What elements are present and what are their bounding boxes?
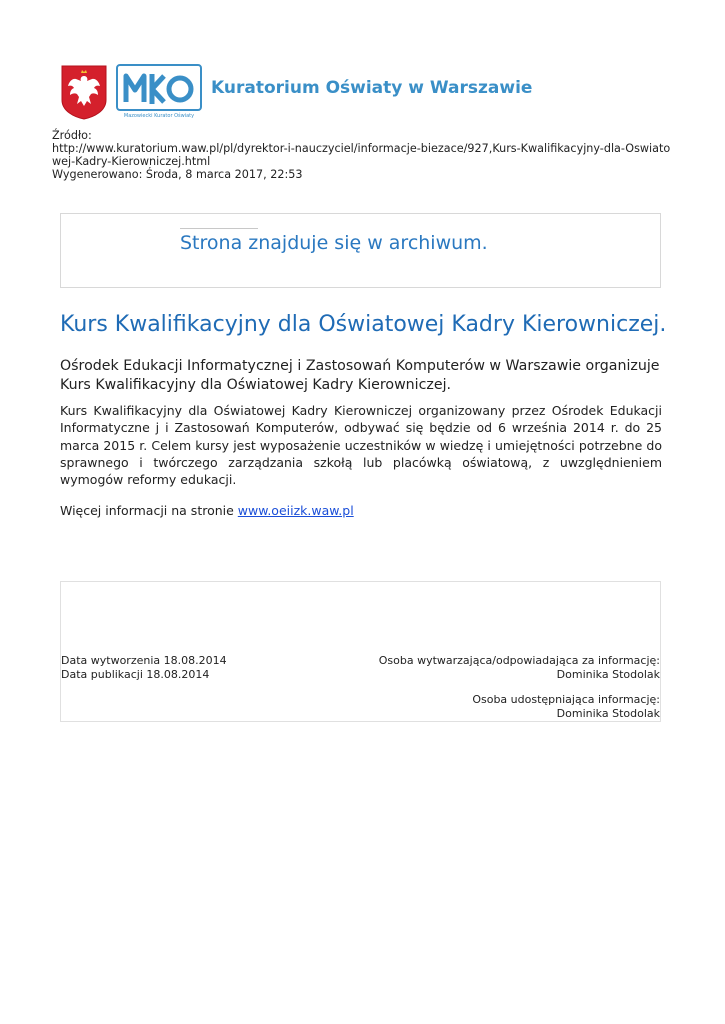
more-info-prefix: Więcej informacji na stronie [60,503,238,518]
brand-name: Kuratorium Oświaty w Warszawie [211,78,533,98]
published-date: Data publikacji 18.08.2014 [61,668,210,681]
mko-logo [116,64,202,120]
responsible-label: Osoba wytwarzająca/odpowiadająca za informację: [378,654,660,667]
divider [180,228,258,229]
source-url: http://www.kuratorium.waw.pl/pl/dyrektor-i-nauczyciel/informacje-biezace/927,Kurs-Kwalifikacyjny-dla-Oswiatowej-Kadry-Kierowniczej.html [52,142,671,168]
more-info [60,502,354,519]
sharing-person [472,693,660,721]
archive-notice: Strona znajduje się w archiwum. [180,232,488,254]
generated-date: Wygenerowano: Środa, 8 marca 2017, 22:53 [52,168,303,181]
mko-subtitle: Mazowiecki Kurator Oświaty [123,113,195,119]
oeiizk-link[interactable]: www.oeiizk.waw.pl [237,503,354,518]
article-lead: Ośrodek Edukacji Informatycznej i Zastosowań Komputerów w Warszawie organizuje Kurs Kwalifikacyjny dla Oświatowej Kadry Kierowniczej. [60,358,660,393]
responsible-person [379,654,660,682]
document-metadata [60,581,661,722]
polish-emblem-icon [60,64,108,120]
source-label: Źródło: [52,129,92,142]
sharing-name: Dominika Stodolak [556,707,660,720]
source-info [52,129,677,181]
page-title: Kurs Kwalifikacyjny dla Oświatowej Kadry Kierowniczej. [60,312,667,337]
article-body: Kurs Kwalifikacyjny dla Oświatowej Kadry Kierowniczej organizowany przez Ośrodek Edukacji Informatyczne j i Zastosowań Komputerów, odbywać się będzie od 6 września 2014 r. do 25 marca 2015 r. Celem kursy jest wyposażenie uczestników w wiedzę i umiejętności potrzebne do sprawnego i twórczego zarządzania szkołą lub placówką oświatową, z uwzględnieniem wymogów reformy edukacji. [60,403,662,488]
created-date: Data wytworzenia 18.08.2014 [61,654,227,667]
sharing-label: Osoba udostępniająca informację: [472,693,660,706]
dates [61,654,227,682]
responsible-name: Dominika Stodolak [556,668,660,681]
archive-notice-box [60,213,661,288]
